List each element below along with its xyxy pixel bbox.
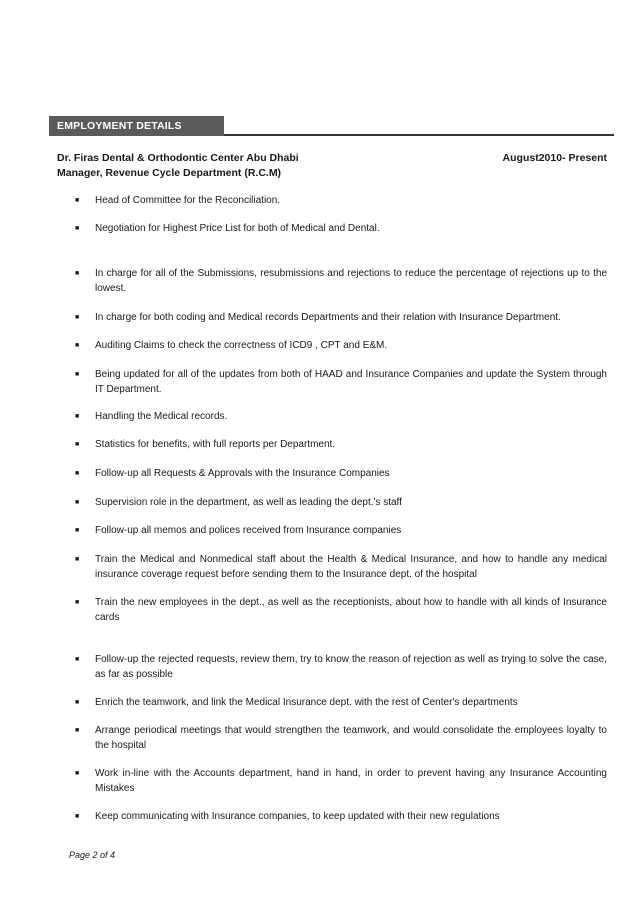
bullet-marker: ■ — [75, 599, 80, 606]
duty-text: Auditing Claims to check the correctness of ICD9 , CPT and E&M. — [95, 340, 388, 351]
section-header-employment: EMPLOYMENT DETAILS — [49, 116, 224, 136]
bullet-marker: ■ — [75, 527, 80, 534]
duty-text: Train the new employees in the dept., as well as the receptionists, about how to handle with all kinds of Insurance cards — [95, 597, 607, 623]
duty-text: Handling the Medical records. — [95, 411, 228, 422]
duty-text: Statistics for benefits, with full reports per Department. — [95, 439, 336, 450]
bullet-marker: ■ — [75, 270, 80, 277]
duty-text: In charge for all of the Submissions, resubmissions and rejections to reduce the percentage of rejections up to the lowest. — [95, 268, 607, 294]
duty-text: Follow-up all memos and polices received from Insurance companies — [95, 525, 402, 536]
bullet-marker: ■ — [75, 441, 80, 448]
bullet-marker: ■ — [75, 770, 80, 777]
duty-text: Follow-up the rejected requests, review them, try to know the reason of rejection as well as trying to solve the case, as far as possible — [95, 654, 607, 680]
bullet-marker: ■ — [75, 314, 80, 321]
duty-text: Negotiation for Highest Price List for both of Medical and Dental. — [95, 223, 380, 234]
bullet-marker: ■ — [75, 699, 80, 706]
duty-text: Keep communicating with Insurance companies, to keep updated with their new regulations — [95, 811, 500, 822]
bullet-marker: ■ — [75, 727, 80, 734]
employer-name: Dr. Firas Dental & Orthodontic Center Abu Dhabi — [57, 152, 299, 164]
bullet-marker: ■ — [75, 413, 80, 420]
bullet-marker: ■ — [75, 813, 80, 820]
page-number: Page 2 of 4 — [69, 850, 116, 860]
duty-text: Being updated for all of the updates from both of HAAD and Insurance Companies and update the System through IT Department. — [95, 369, 607, 395]
duty-text: Follow-up all Requests & Approvals with the Insurance Companies — [95, 468, 390, 479]
bullet-marker: ■ — [75, 556, 80, 563]
bullet-marker: ■ — [75, 371, 80, 378]
bullet-marker: ■ — [75, 499, 80, 506]
duty-text: In charge for both coding and Medical records Departments and their relation with Insurance Department. — [95, 312, 561, 323]
duty-text: Supervision role in the department, as well as leading the dept.'s staff — [95, 497, 402, 508]
duty-text: Arrange periodical meetings that would strengthen the teamwork, and would consolidate the employees loyalty to the hospital — [95, 725, 607, 751]
duty-text: Train the Medical and Nonmedical staff about the Health & Medical Insurance, and how to handle any medical insurance coverage request before sending them to the Insurance dept. of the hospital — [95, 554, 607, 580]
bullet-marker: ■ — [75, 197, 80, 204]
duty-text: Work in-line with the Accounts department, hand in hand, in order to prevent having any Insurance Accounting Mistakes — [95, 768, 607, 794]
bullet-marker: ■ — [75, 225, 80, 232]
bullet-marker: ■ — [75, 470, 80, 477]
employment-dates: August2010- Present — [502, 152, 607, 164]
bullet-marker: ■ — [75, 656, 80, 663]
duty-text: Head of Committee for the Reconciliation. — [95, 195, 281, 206]
duty-text: Enrich the teamwork, and link the Medical Insurance dept. with the rest of Center's departments — [95, 697, 518, 708]
bullet-marker: ■ — [75, 342, 80, 349]
job-position: Manager, Revenue Cycle Department (R.C.M) — [57, 167, 282, 179]
